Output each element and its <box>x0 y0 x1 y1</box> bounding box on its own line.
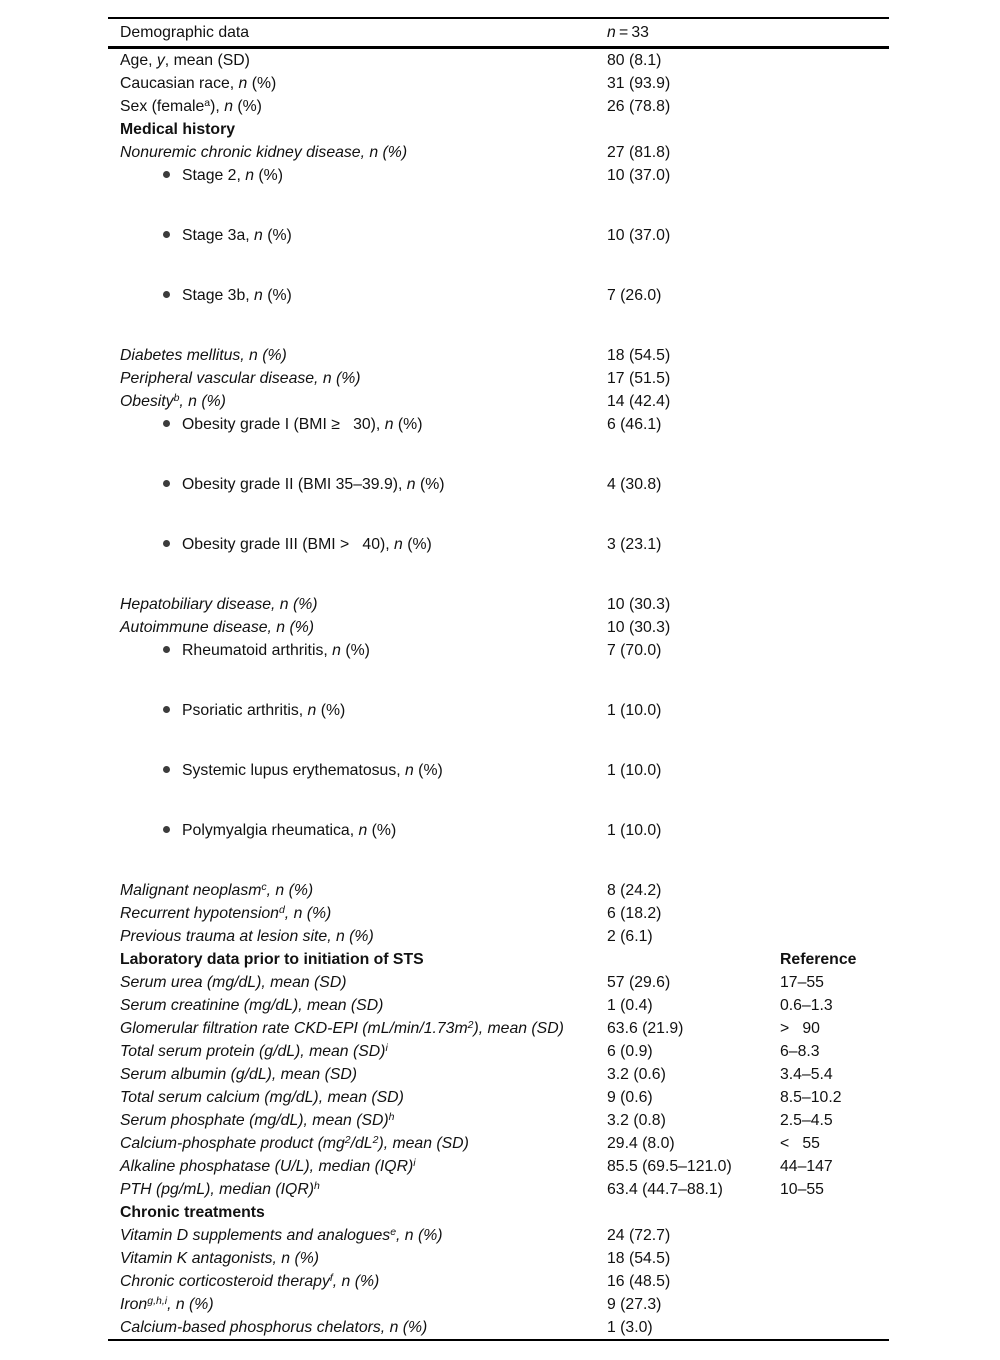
row-value: 24 (72.7) <box>607 1226 671 1244</box>
row-label: Obesity grade III (BMI > 40), n (%) <box>108 536 607 554</box>
table-row <box>108 699 889 722</box>
row-label: Laboratory data prior to initiation of STS <box>120 950 424 968</box>
row-reference: 8.5–10.2 <box>780 1088 842 1106</box>
table-row <box>108 413 889 436</box>
row-value: 80 (8.1) <box>607 51 662 69</box>
row-label: Peripheral vascular disease, n (%) <box>120 369 361 387</box>
table-row <box>108 164 889 187</box>
row-value: 63.6 (21.9) <box>607 1019 684 1037</box>
table-body <box>108 49 889 1339</box>
table-row <box>108 925 889 948</box>
row-value: 26 (78.8) <box>607 97 671 115</box>
row-value: 4 (30.8) <box>607 475 662 493</box>
row-value: 18 (54.5) <box>607 1249 671 1267</box>
row-label: Obesity grade II (BMI 35–39.9), n (%) <box>108 476 607 494</box>
row-label: PTH (pg/mL), median (IQR)$^h$ <box>120 1179 320 1198</box>
table-row <box>108 344 889 367</box>
table-row <box>108 902 889 925</box>
row-label: Malignant neoplasm$^c$, n (%) <box>120 880 314 899</box>
row-value: 6 (18.2) <box>607 904 662 922</box>
row-value: 1 (10.0) <box>607 701 662 719</box>
row-label: Stage 2, n (%) <box>108 167 607 185</box>
row-label: Systemic lupus erythematosus, n (%) <box>108 762 607 780</box>
row-value: 1 (0.4) <box>607 996 653 1014</box>
header-n-symbol: n <box>607 23 616 41</box>
header-demographic-data-label: Demographic data <box>120 23 250 41</box>
row-value: 18 (54.5) <box>607 346 671 364</box>
table-row <box>108 390 889 413</box>
bullet-icon <box>163 826 170 833</box>
row-label: Iron$^{g,h,i}$, n (%) <box>120 1294 214 1313</box>
row-label: Chronic treatments <box>120 1203 265 1221</box>
table-row <box>108 1316 889 1339</box>
row-label: Medical history <box>120 120 235 138</box>
row-value: 9 (0.6) <box>607 1088 653 1106</box>
table-row <box>108 141 889 164</box>
row-value: 1 (3.0) <box>607 1318 653 1336</box>
bullet-icon <box>163 646 170 653</box>
table-row <box>108 1086 889 1109</box>
table-row <box>108 1017 889 1040</box>
row-value: 31 (93.9) <box>607 74 671 92</box>
table-row <box>108 72 889 95</box>
row-label: Sex (female$^a$), n (%) <box>120 96 262 115</box>
table-row <box>108 1293 889 1316</box>
section-header-row <box>108 1201 889 1224</box>
row-value: 10 (30.3) <box>607 595 671 613</box>
table-row <box>108 616 889 639</box>
row-reference: > 90 <box>780 1019 820 1037</box>
table-row <box>108 971 889 994</box>
row-label: Calcium-based phosphorus chelators, n (%) <box>120 1318 428 1336</box>
row-value: 6 (0.9) <box>607 1042 653 1060</box>
table-row <box>108 1040 889 1063</box>
table-row <box>108 1132 889 1155</box>
row-label: Vitamin K antagonists, n (%) <box>120 1249 320 1267</box>
table-row <box>108 473 889 496</box>
section-header-row <box>108 118 889 141</box>
row-reference: 10–55 <box>780 1180 824 1198</box>
row-value: 2 (6.1) <box>607 927 653 945</box>
row-value: 1 (10.0) <box>607 761 662 779</box>
table-row <box>108 1109 889 1132</box>
table-row <box>108 1270 889 1293</box>
row-value: 17 (51.5) <box>607 369 671 387</box>
table-row <box>108 367 889 390</box>
table-row <box>108 533 889 556</box>
row-label: Rheumatoid arthritis, n (%) <box>108 642 607 660</box>
row-reference: 6–8.3 <box>780 1042 820 1060</box>
row-label: Psoriatic arthritis, n (%) <box>108 702 607 720</box>
row-value: 85.5 (69.5–121.0) <box>607 1157 732 1175</box>
bullet-icon <box>163 480 170 487</box>
row-label: Vitamin D supplements and analogues$^e$, n (%) <box>120 1225 443 1244</box>
table-row <box>108 49 889 72</box>
row-label: Obesity grade I (BMI ≥ 30), n (%) <box>108 416 607 434</box>
row-reference: 0.6–1.3 <box>780 996 833 1014</box>
row-value: 27 (81.8) <box>607 143 671 161</box>
table-row <box>108 639 889 662</box>
row-label: Alkaline phosphatase (U/L), median (IQR)$^i$ <box>120 1156 416 1175</box>
row-value: 8 (24.2) <box>607 881 662 899</box>
table-row <box>108 1178 889 1201</box>
table-row <box>108 759 889 782</box>
row-reference: < 55 <box>780 1134 820 1152</box>
row-label: Serum urea (mg/dL), mean (SD) <box>120 973 347 991</box>
row-value: 63.4 (44.7–88.1) <box>607 1180 723 1198</box>
table-row <box>108 1155 889 1178</box>
row-label: Stage 3a, n (%) <box>108 227 607 245</box>
row-value: 3 (23.1) <box>607 535 662 553</box>
row-value: 7 (70.0) <box>607 641 662 659</box>
bullet-icon <box>163 540 170 547</box>
row-reference: Reference <box>780 950 857 968</box>
table-row <box>108 819 889 842</box>
row-label: Hepatobiliary disease, n (%) <box>120 595 318 613</box>
row-value: 3.2 (0.6) <box>607 1065 666 1083</box>
row-label: Recurrent hypotension$^d$, n (%) <box>120 903 332 922</box>
row-value: 10 (30.3) <box>607 618 671 636</box>
bullet-icon <box>163 420 170 427</box>
row-label: Glomerular filtration rate CKD-EPI $(mL/\min/1.73m^2)$, mean (SD) <box>120 1018 564 1037</box>
row-value: 57 (29.6) <box>607 973 671 991</box>
row-label: Total serum calcium (mg/dL), mean (SD) <box>120 1088 404 1106</box>
row-label: Total serum protein (g/dL), mean (SD)$^i$ <box>120 1041 388 1060</box>
table-row <box>108 879 889 902</box>
table-row <box>108 95 889 118</box>
row-label: Serum albumin (g/dL), mean (SD) <box>120 1065 358 1083</box>
row-label: Calcium-phosphate product $(mg^2/dL^2)$, mean (SD) <box>120 1133 469 1152</box>
row-reference: 2.5–4.5 <box>780 1111 833 1129</box>
row-label: Autoimmune disease, n (%) <box>120 618 315 636</box>
table-row <box>108 224 889 247</box>
row-value: 29.4 (8.0) <box>607 1134 675 1152</box>
bullet-icon <box>163 766 170 773</box>
row-label: Polymyalgia rheumatica, n (%) <box>108 822 607 840</box>
table-row <box>108 284 889 307</box>
row-label: Serum phosphate (mg/dL), mean (SD)$^h$ <box>120 1110 395 1129</box>
row-value: 10 (37.0) <box>607 226 671 244</box>
row-label: Diabetes mellitus, n (%) <box>120 346 287 364</box>
header-demographic-data <box>108 24 607 42</box>
bullet-icon <box>163 231 170 238</box>
table-bottom-rule <box>108 1339 889 1341</box>
header-n-count <box>607 24 780 42</box>
table-row <box>108 1063 889 1086</box>
bullet-icon <box>163 291 170 298</box>
row-label: Stage 3b, n (%) <box>108 287 607 305</box>
row-label: Age, y, mean (SD) <box>120 51 250 69</box>
bullet-icon <box>163 171 170 178</box>
row-label: Serum creatinine (mg/dL), mean (SD) <box>120 996 384 1014</box>
row-label: Chronic corticosteroid therapy$^f$, n (%) <box>120 1271 380 1290</box>
bullet-icon <box>163 706 170 713</box>
row-label: Previous trauma at lesion site, n (%) <box>120 927 374 945</box>
row-reference: 44–147 <box>780 1157 833 1175</box>
table-header-row <box>108 19 889 46</box>
row-value: 16 (48.5) <box>607 1272 671 1290</box>
row-value: 6 (46.1) <box>607 415 662 433</box>
row-value: 3.2 (0.8) <box>607 1111 666 1129</box>
row-value: 9 (27.3) <box>607 1295 662 1313</box>
row-value: 1 (10.0) <box>607 821 662 839</box>
row-value: 10 (37.0) <box>607 166 671 184</box>
row-value: 7 (26.0) <box>607 286 662 304</box>
row-label: Nonuremic chronic kidney disease, n (%) <box>120 143 408 161</box>
row-reference: 3.4–5.4 <box>780 1065 833 1083</box>
row-reference: 17–55 <box>780 973 824 991</box>
demographics-table <box>108 17 889 1341</box>
table-row <box>108 1247 889 1270</box>
row-label: Caucasian race, n (%) <box>120 74 277 92</box>
header-n-value: = 33 <box>615 23 649 41</box>
section-header-row <box>108 948 889 971</box>
table-row <box>108 1224 889 1247</box>
row-label: Obesity$^b$, n (%) <box>120 391 226 410</box>
row-value: 14 (42.4) <box>607 392 671 410</box>
table-row <box>108 994 889 1017</box>
table-row <box>108 593 889 616</box>
